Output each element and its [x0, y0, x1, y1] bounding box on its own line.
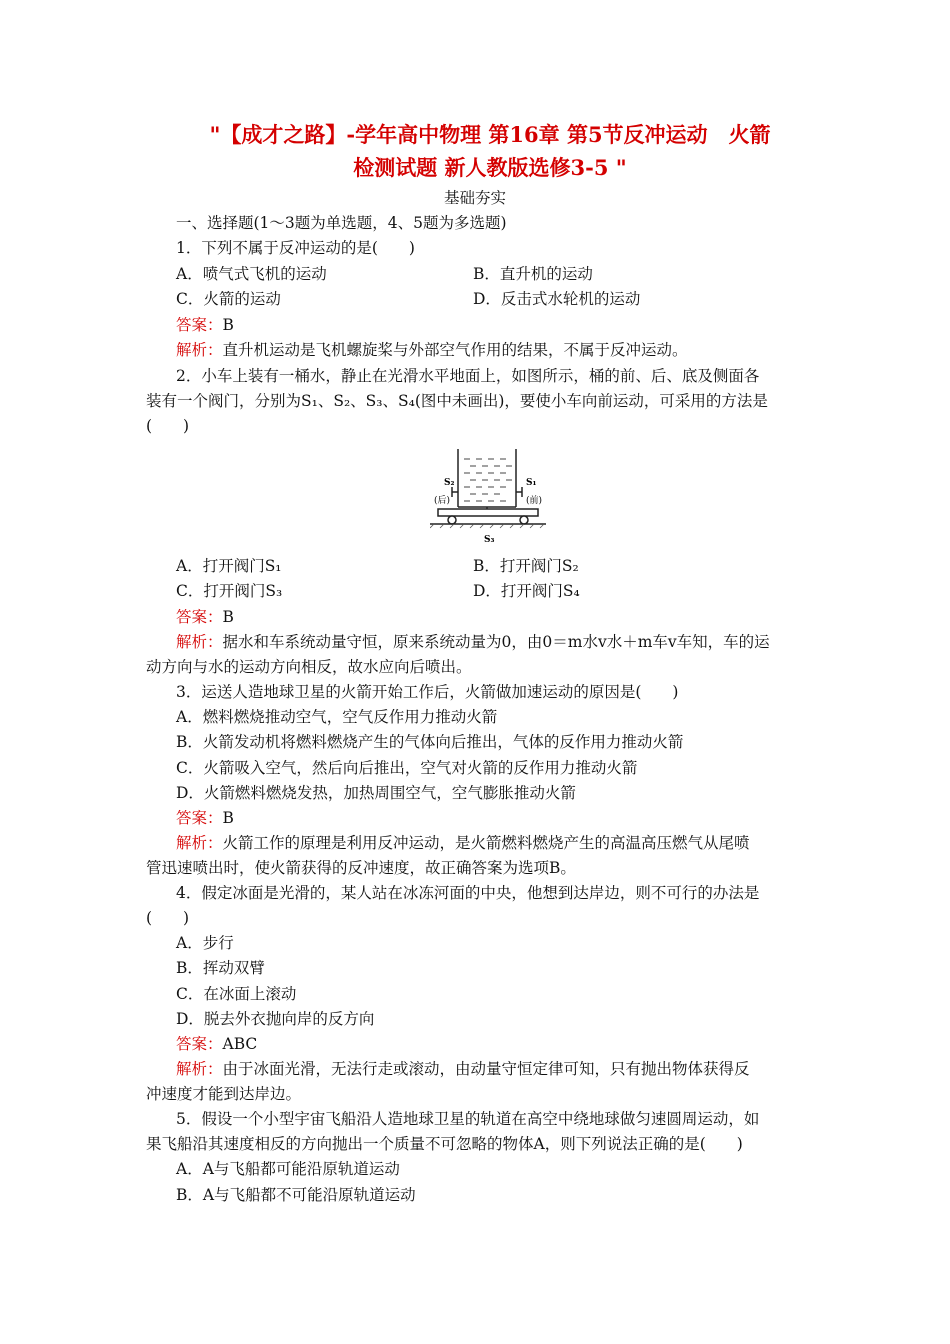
- analysis-text: 火箭工作的原理是利用反冲运动，是火箭燃料燃烧产生的高温高压燃气从尾喷: [222, 834, 750, 852]
- q3-analysis-line-2: 管迅速喷出时，使火箭获得的反冲速度，故正确答案为选项B。: [146, 859, 576, 877]
- q4-answer: [176, 1033, 257, 1055]
- q4-analysis-line-1: [176, 1058, 750, 1080]
- q4-option-b: B．挥动双臂: [176, 959, 265, 977]
- fig-label-s2: S₂: [444, 478, 455, 488]
- analysis-text: 据水和车系统动量守恒，原来系统动量为0，由0＝m水v水＋m车v车知，车的运: [222, 633, 770, 651]
- q5-stem-line-1: 5．假设一个小型宇宙飞船沿人造地球卫星的轨道在高空中绕地球做匀速圆周运动，如: [176, 1110, 760, 1128]
- analysis-text: 直升机运动是飞机螺旋桨与外部空气作用的结果，不属于反冲运动。: [222, 341, 688, 359]
- q2-analysis-line-2: 动方向与水的运动方向相反，故水应向后喷出。: [146, 658, 472, 676]
- q4-option-c: C．在冰面上滚动: [176, 985, 297, 1003]
- analysis-text: 由于冰面光滑，无法行走或滚动，由动量守恒定律可知，只有抛出物体获得反: [222, 1060, 750, 1078]
- section-intro: 一、选择题(1～3题为单选题，4、5题为多选题): [176, 214, 507, 232]
- fig-label-s3: S₃: [484, 535, 495, 545]
- q3-analysis-line-1: [176, 832, 750, 854]
- q1-stem: 1．下列不属于反冲运动的是( ): [176, 239, 415, 257]
- q3-answer: [176, 807, 234, 829]
- answer-value: B: [222, 809, 234, 827]
- analysis-label: 解析：: [176, 1060, 223, 1078]
- section-heading: 基础夯实: [443, 189, 506, 207]
- cart-bucket-diagram: [430, 447, 550, 547]
- q3-stem: 3．运送人造地球卫星的火箭开始工作后，火箭做加速运动的原因是( ): [176, 683, 679, 701]
- fig-label-back: (后): [434, 496, 451, 506]
- analysis-label: 解析：: [176, 633, 223, 651]
- cart-bucket-figure: [430, 447, 550, 551]
- answer-value: ABC: [222, 1035, 258, 1053]
- analysis-label: 解析：: [176, 341, 223, 359]
- q2-answer: [176, 606, 234, 628]
- q5-stem-line-2: 果飞船沿其速度相反的方向抛出一个质量不可忽略的物体A，则下列说法正确的是( ): [146, 1135, 743, 1153]
- q1-option-c: C．火箭的运动: [176, 290, 281, 308]
- answer-label: 答案：: [176, 316, 223, 334]
- q2-option-b: B．打开阀门S₂: [473, 557, 579, 575]
- q4-option-a: A．步行: [176, 934, 234, 952]
- q1-option-a: A．喷气式飞机的运动: [176, 265, 327, 283]
- answer-label: 答案：: [176, 608, 223, 626]
- fig-label-s1: S₁: [526, 478, 537, 488]
- q3-option-d: D．火箭燃料燃烧发热，加热周围空气，空气膨胀推动火箭: [176, 784, 576, 802]
- q3-option-a: A．燃料燃烧推动空气，空气反作用力推动火箭: [176, 708, 498, 726]
- q2-stem-line-3: ( ): [146, 417, 190, 435]
- q5-option-a: A．A与飞船都可能沿原轨道运动: [176, 1160, 400, 1178]
- q2-option-a: A．打开阀门S₁: [176, 557, 282, 575]
- q1-analysis: [176, 339, 688, 361]
- document-title: [120, 118, 860, 184]
- q5-option-b: B．A与飞船都不可能沿原轨道运动: [176, 1186, 416, 1204]
- q1-option-b: B．直升机的运动: [473, 265, 593, 283]
- q2-analysis-line-1: [176, 631, 770, 653]
- q2-option-c: C．打开阀门S₃: [176, 582, 283, 600]
- q4-option-d: D．脱去外衣抛向岸的反方向: [176, 1010, 375, 1028]
- q2-stem-line-1: 2．小车上装有一桶水，静止在光滑水平地面上，如图所示，桶的前、后、底及侧面各: [176, 367, 760, 385]
- q3-option-b: B．火箭发动机将燃料燃烧产生的气体向后推出，气体的反作用力推动火箭: [176, 733, 684, 751]
- q1-option-d: D．反击式水轮机的运动: [473, 290, 641, 308]
- fig-label-front: (前): [526, 496, 543, 506]
- analysis-label: 解析：: [176, 834, 223, 852]
- q1-answer: [176, 314, 234, 336]
- answer-label: 答案：: [176, 809, 223, 827]
- title-line-2: 检测试题 新人教版选修3-5 ": [353, 155, 627, 180]
- answer-value: B: [222, 608, 234, 626]
- answer-label: 答案：: [176, 1035, 223, 1053]
- q4-stem-line-2: ( ): [146, 909, 190, 927]
- q3-option-c: C．火箭吸入空气，然后向后推出，空气对火箭的反作用力推动火箭: [176, 759, 638, 777]
- answer-value: B: [222, 316, 234, 334]
- title-line-1: "【成才之路】-学年高中物理 第16章 第5节反冲运动 火箭: [209, 122, 771, 147]
- q4-analysis-line-2: 冲速度才能到达岸边。: [146, 1085, 302, 1103]
- q2-stem-line-2: 装有一个阀门，分别为S₁、S₂、S₃、S₄(图中未画出)，要使小车向前运动，可采用的方法是: [146, 392, 768, 410]
- q2-option-d: D．打开阀门S₄: [473, 582, 580, 600]
- q4-stem-line-1: 4．假定冰面是光滑的，某人站在冰冻河面的中央，他想到达岸边，则不可行的办法是: [176, 884, 760, 902]
